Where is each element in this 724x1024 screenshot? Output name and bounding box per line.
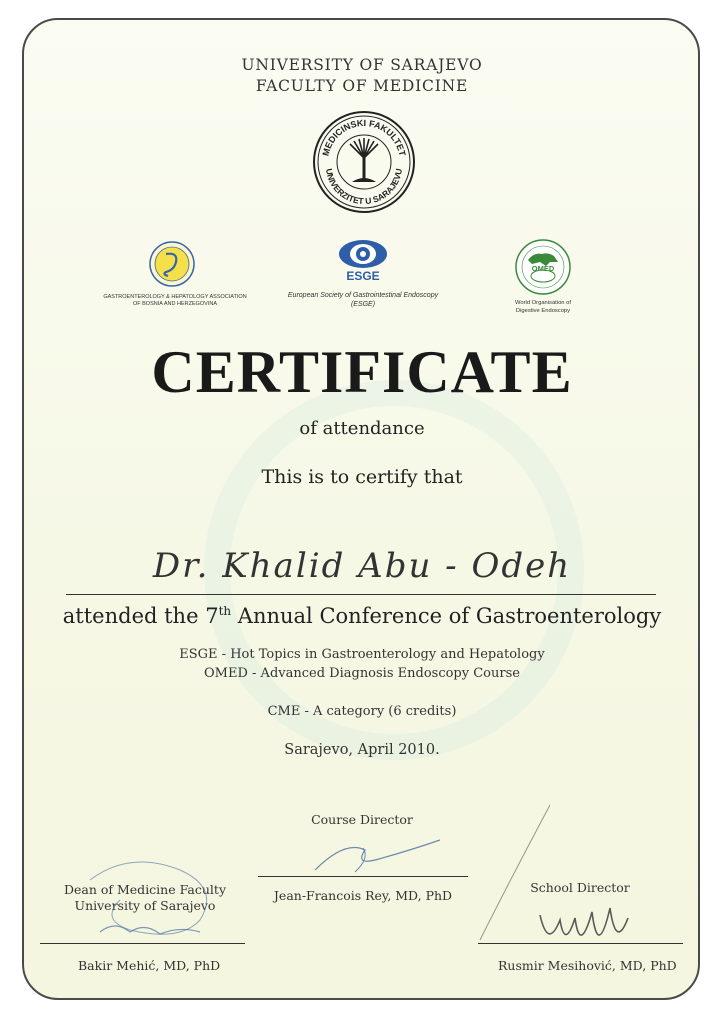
certificate-subtitle: of attendance	[299, 418, 425, 439]
university-header	[0, 55, 724, 97]
course-director-signature-icon	[285, 830, 455, 880]
certify-statement: This is to certify that	[261, 466, 463, 488]
school-director-title: School Director	[530, 880, 630, 895]
place-date: Sarajevo, April 2010.	[284, 742, 440, 758]
dean-title-2: University of Sarajevo	[74, 898, 216, 913]
attendance-statement	[0, 604, 724, 628]
omed-mark: OMED	[531, 264, 555, 273]
school-director-signature-icon	[470, 800, 670, 970]
esge-eye-icon	[338, 239, 388, 269]
topic-esge: ESGE - Hot Topics in Gastroenterology and Hepatology	[179, 647, 545, 662]
conference-topics	[0, 645, 724, 683]
dean-name: Bakir Mehić, MD, PhD	[78, 958, 221, 973]
recipient-name: Dr. Khalid Abu - Odeh	[152, 546, 572, 586]
certificate-title: CERTIFICATE	[151, 339, 573, 405]
esge-mark: ESGE	[346, 269, 380, 283]
cme-credits: CME - A category (6 credits)	[267, 704, 457, 719]
seal-text-bottom: UNIVERZITET U SARAJEVU	[324, 167, 404, 207]
recipient-underline	[66, 594, 656, 595]
attended-prefix: attended the 7	[62, 604, 219, 628]
esge-caption-2: (ESGE)	[350, 301, 376, 308]
course-director-signature-line	[258, 876, 468, 877]
attended-suffix: Annual Conference of Gastroenterology	[231, 604, 662, 628]
course-director-name: Jean-Francois Rey, MD, PhD	[273, 888, 453, 903]
gastro-caption-1: GASTROENTEROLOGY & HEPATOLOGY ASSOCIATION	[103, 294, 247, 300]
attended-ordinal: th	[218, 604, 232, 618]
topic-omed: OMED - Advanced Diagnosis Endoscopy Course	[204, 666, 520, 681]
gastro-caption-2: OF BOSNIA AND HERZEGOVINA	[132, 301, 218, 307]
esge-caption-1: European Society of Gastrointestinal Endoscopy	[287, 292, 439, 299]
faculty-name: FACULTY OF MEDICINE	[255, 77, 469, 95]
gastro-association-icon	[148, 240, 196, 288]
dean-title-1: Dean of Medicine Faculty	[63, 882, 227, 897]
school-director-signature-line	[478, 943, 683, 944]
faculty-seal-icon	[312, 110, 416, 214]
school-director-name: Rusmir Mesihović, MD, PhD	[498, 958, 677, 973]
seal-text-top: MEDICINSKI FAKULTET	[320, 117, 408, 158]
dean-signature-icon	[70, 850, 240, 945]
university-name: UNIVERSITY OF SARAJEVO	[241, 56, 483, 74]
omed-caption-1: World Organisation of	[515, 300, 571, 306]
course-director-title: Course Director	[311, 812, 413, 827]
dean-signature-line	[40, 943, 245, 944]
omed-caption-2: Digestive Endoscopy	[515, 307, 571, 314]
